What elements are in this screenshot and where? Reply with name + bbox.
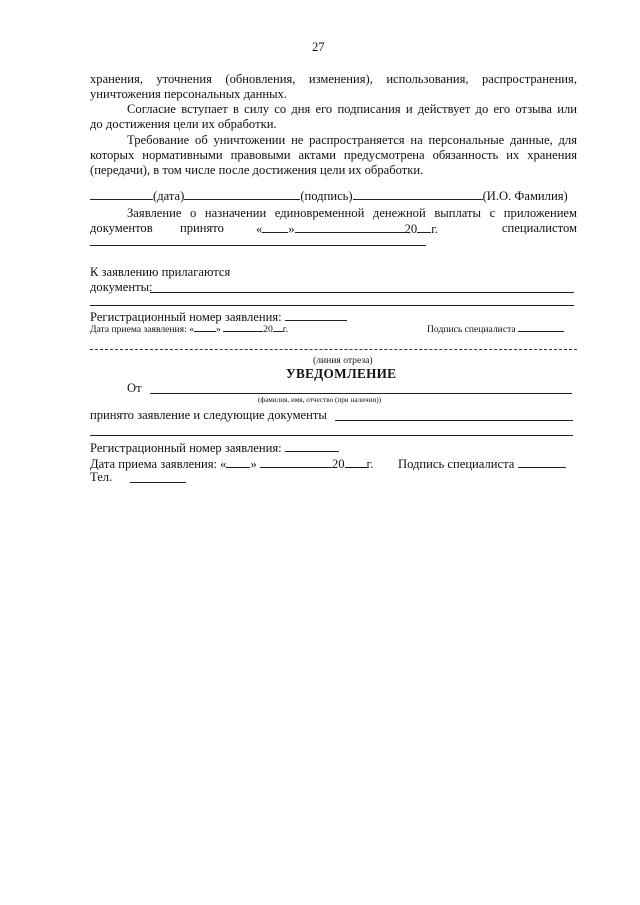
quote-close: » — [288, 222, 295, 236]
notice-registration-row — [90, 440, 339, 456]
day-blank[interactable] — [194, 322, 216, 332]
phone-label: Тел. — [90, 470, 113, 484]
signature-label: (подпись) — [300, 189, 353, 203]
notice-title: УВЕДОМЛЕНИЕ — [286, 366, 397, 381]
documents-line[interactable] — [150, 292, 574, 293]
destruction-text-line: Требование об уничтожении не распространяется на персональные данные, для — [127, 133, 577, 147]
year-suffix: г. — [431, 222, 439, 236]
receipt-date-label: Дата приема заявления: « — [90, 324, 194, 335]
cut-line — [90, 349, 577, 350]
consent-text-line: хранения, уточнения (обновления, изменения), использования, распространения, — [90, 72, 577, 86]
attachments-label: К заявлению прилагаются — [90, 265, 231, 279]
accepted-documents-line[interactable] — [90, 435, 573, 436]
notice-date-row — [90, 456, 373, 472]
receipt-date-row — [90, 322, 288, 336]
year-blank[interactable] — [345, 456, 367, 468]
statement-accepted-row — [90, 221, 577, 236]
fio-hint: (фамилия, имя, отчество (при наличии)) — [258, 396, 382, 404]
documents-line[interactable] — [90, 305, 574, 306]
notice-registration-label: Регистрационный номер заявления: — [90, 441, 282, 455]
specialist-line[interactable] — [90, 245, 426, 246]
notice-signature-label: Подпись специалиста — [398, 457, 515, 471]
consent-text-line: уничтожения персональных данных. — [90, 87, 287, 101]
year-suffix: г. — [282, 324, 289, 335]
consent-validity-line: до достижения цели их обработки. — [90, 117, 277, 131]
year-prefix: 20 — [263, 324, 273, 335]
consent-validity-line: Согласие вступает в силу со дня его подписания и действует до его отзыва или — [127, 102, 577, 116]
day-blank[interactable] — [226, 456, 250, 468]
statement-word: специалистом — [501, 221, 577, 235]
statement-word: принято — [180, 221, 224, 235]
page-number: 27 — [312, 40, 325, 54]
specialist-signature-row — [427, 322, 564, 336]
date-blank[interactable] — [90, 188, 153, 200]
cut-line-label: (линия отреза) — [313, 355, 373, 366]
day-blank[interactable] — [262, 221, 288, 233]
notice-date-label: Дата приема заявления: « — [90, 457, 227, 471]
documents-label: документы: — [90, 280, 153, 294]
date-label: (дата) — [153, 189, 185, 203]
accepted-documents-label: принято заявление и следующие документы — [90, 408, 327, 422]
registration-number-blank[interactable] — [285, 309, 347, 321]
phone-line[interactable] — [130, 482, 186, 483]
destruction-text-line: которых нормативными правовыми актами предусмотрена обязанность их хранения — [90, 148, 577, 162]
destruction-text-line: (передачи), в том числе после достижения цели их обработки. — [90, 163, 424, 177]
month-blank[interactable] — [260, 456, 332, 468]
notice-registration-blank[interactable] — [285, 440, 339, 452]
name-blank[interactable] — [353, 188, 483, 200]
statement-line: Заявление о назначении единовременной денежной выплаты с приложением — [127, 206, 577, 220]
statement-word: документов — [90, 221, 153, 235]
month-blank[interactable] — [223, 322, 263, 332]
from-label: От — [127, 381, 142, 395]
year-blank[interactable] — [417, 221, 431, 233]
specialist-signature-label: Подпись специалиста — [427, 324, 516, 335]
fio-line[interactable] — [150, 393, 572, 394]
notice-signature-row — [398, 456, 566, 472]
year-prefix: 20 — [404, 222, 418, 236]
quote-close: » — [250, 457, 257, 471]
specialist-signature-blank[interactable] — [518, 322, 564, 332]
signature-blank[interactable] — [184, 188, 300, 200]
quote-close: » — [215, 324, 221, 335]
phone-row — [90, 470, 112, 485]
year-blank[interactable] — [273, 322, 283, 332]
year-suffix: г. — [366, 457, 374, 471]
notice-signature-blank[interactable] — [518, 456, 566, 468]
registration-number-label: Регистрационный номер заявления: — [90, 310, 282, 324]
quote-open: « — [256, 222, 263, 236]
name-label: (И.О. Фамилия) — [482, 189, 568, 203]
year-prefix: 20 — [331, 457, 345, 471]
signature-row — [90, 188, 568, 204]
accepted-documents-line[interactable] — [335, 420, 573, 421]
month-blank[interactable] — [295, 221, 405, 233]
